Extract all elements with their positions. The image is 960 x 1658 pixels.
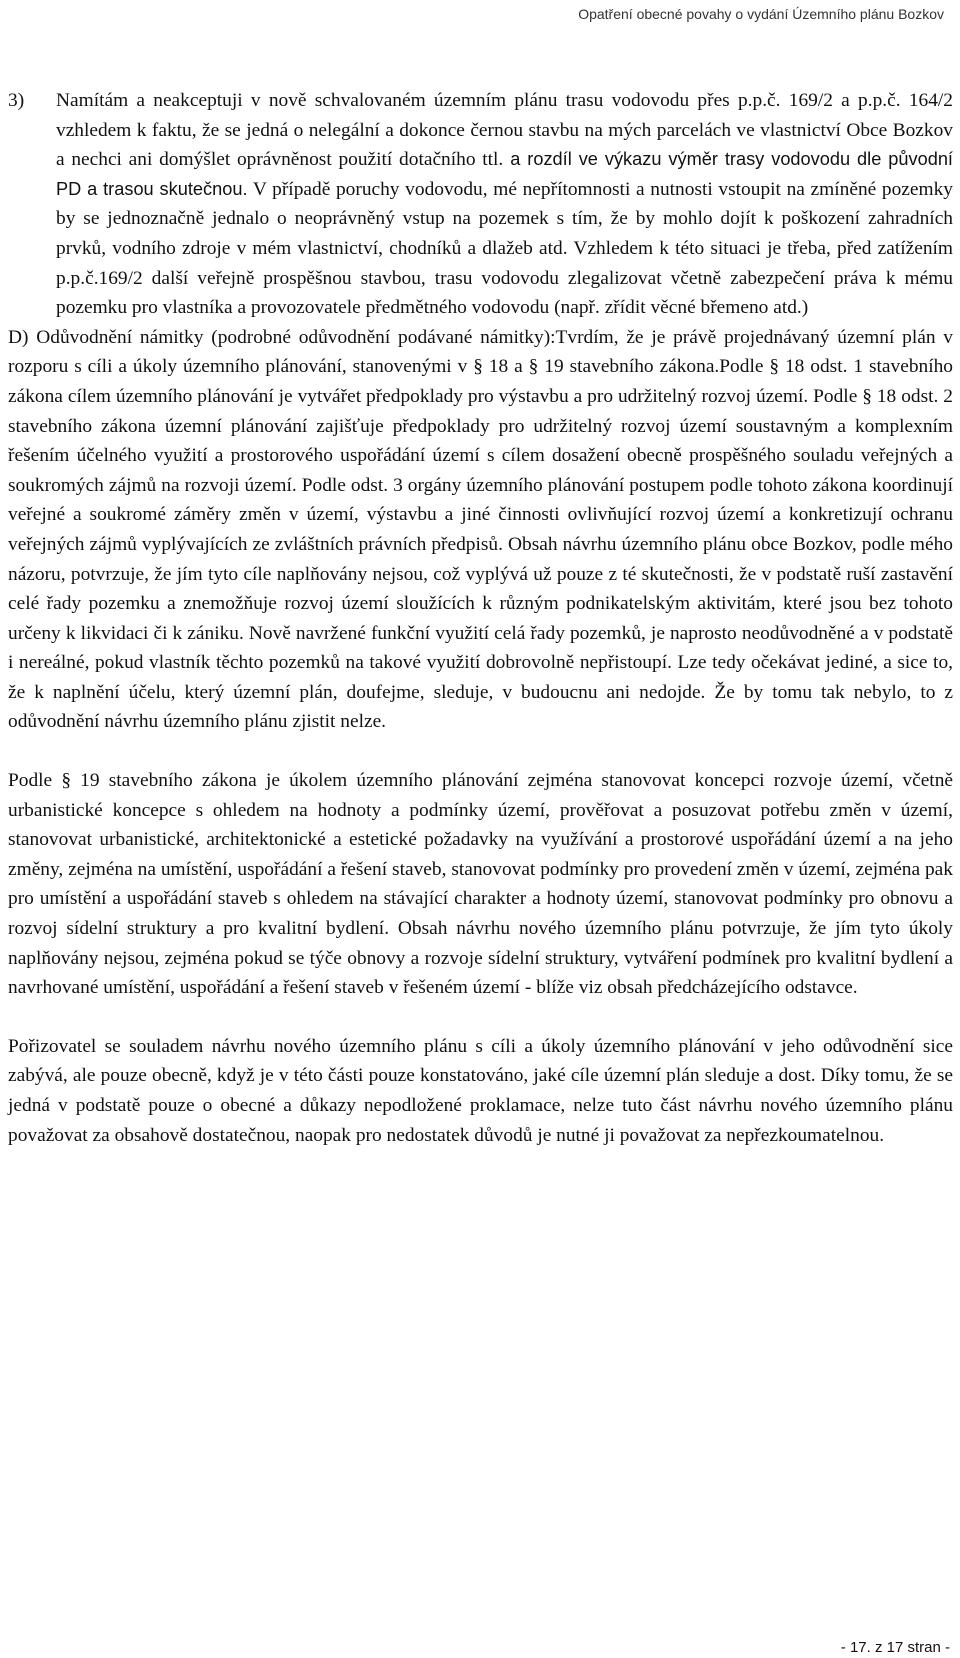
item-text-part-1: Namítám a neakceptuji v nově schvalovaném územním plánu trasu vodovodu přes p.p.č. 169/2 a p.p.č. 164/2 vzhledem k faktu, že se jedná o nelegální a dokonce černou stavbu na mých parcelách ve vlastnictví Obce Bozkov a nechci ani domýšlet oprávněnost použití dotačního ttl. (56, 90, 953, 171)
justification-paragraph: D) Odůvodnění námitky (podrobné odůvodnění podávané námitky):Tvrdím, že je právě projednávaný územní plán v rozporu s cíli a úkoly územního plánování, stanovenými v § 18 a § 19 stavebního zákona.Podle § 18 odst. 1 stavebního zákona cílem územního plánování je vytvářet předpoklady pro výstavbu a pro udržitelný rozvoj území. Podle § 18 odst. 2 stavebního zákona územní plánování zajišťuje předpoklady pro udržitelný rozvoj území soustavným a komplexním řešením účelného využití a prostorového uspořádání území s cílem dosažení obecně prospěšného souladu veřejných a soukromých zájmů na rozvoji území. Podle odst. 3 orgány územního plánování postupem podle tohoto zákona koordinují veřejné a soukromé záměry změn v území, výstavbu a jiné činnosti ovlivňující rozvoj území a konkretizují ochranu veřejných zájmů vyplývajících ze zvláštních právních předpisů. Obsah návrhu územního plánu obce Bozkov, podle mého názoru, potvrzuje, že jím tyto cíle naplňovány nejsou, což vyplývá už pouze z té skutečnosti, že v podstatě ruší zastavění celé řady pozemku a znemožňuje rozvoj území sloužících k různým podnikatelským aktivitám, které jsou bez tohoto určeny k likvidaci či k zániku. Nově navržené funkční využití celá řady pozemků, je naprosto neodůvodněné a v podstatě i nereálné, pokud vlastník těchto pozemků na takové využití dobrovolně nepřistoupí. Lze tedy očekávat jediné, a sice to, že k naplnění účelu, který územní plán, doufejme, sleduje, v budoucnu ani nedojde. Že by tomu tak nebylo, to z odůvodnění návrhu územního plánu zjistit nelze. (8, 326, 953, 733)
paragraph-gap (8, 1003, 953, 1032)
objection-item-3 (8, 86, 953, 323)
item-text-part-3: V případě poruchy vodovodu, mé nepřítomnosti a nutnosti vstoupit na zmíněné pozemky by se jednoznačně jednalo o neoprávněný vstup na pozemek s tím, že by mohlo dojít k poškození zahradních prvků, vodního zdroje v mém vlastnictví, chodníků a dlažeb atd. (56, 178, 953, 259)
page-number: - 17. z 17 stran - (840, 1639, 950, 1656)
item-text-part-2: a rozdíl ve výkazu výměr trasy vodovodu dle původní PD a trasou skutečnou. (56, 149, 953, 199)
section-19-paragraph: Podle § 19 stavebního zákona je úkolem územního plánování zejména stanovovat koncepci rozvoje území, včetně urbanistické koncepce s ohledem na hodnoty a podmínky území, prověřovat a posuzovat potřebu změn v území, stanovovat urbanistické, architektonické a estetické požadavky na využívání a prostorové uspořádání území a na jeho změny, zejména na umístění, uspořádání a řešení staveb, stanovovat podmínky pro provedení změn v území, zejména pak pro umístění a uspořádání staveb s ohledem na stávající charakter a hodnoty území, stanovovat podmínky pro obnovu a rozvoj sídelní struktury a pro kvalitní bydlení. Obsah návrhu nového územního plánu potvrzuje, že jím tyto úkoly naplňovány nejsou, zejména pokud se týče obnovy a rozvoje sídelní struktury, vytváření podmínek pro kvalitní bydlení a navrhované umístění, uspořádání a řešení staveb v řešeném území - blíže viz obsah předcházejícího odstavce. (8, 770, 953, 999)
item-number: 3) (8, 90, 25, 111)
page-header: Opatření obecné povahy o vydání Územního plánu Bozkov (578, 6, 944, 22)
document-body (8, 86, 953, 1150)
conclusion-paragraph: Pořizovatel se souladem návrhu nového územního plánu s cíli a úkoly územního plánování v jeho odůvodnění sice zabývá, ale pouze obecně, když je v této části pouze konstatováno, jaké cíle územní plán sleduje a dost. Díky tomu, že se jedná v podstatě pouze o obecné a důkazy nepodložené proklamace, nelze tuto část návrhu nového územního plánu považovat za obsahově dostatečnou, naopak pro nedostatek důvodů je nutné ji považovat za nepřezkoumatelnou. (8, 1035, 953, 1146)
item-text-part-4: Vzhledem k této situaci je třeba, před zatížením p.p.č.169/2 další veřejně prospěšnou stavbou, trasu vodovodu zlegalizovat včetně zabezpečení práva k mému pozemku pro vlastníka a provozovatele předmětného vodovodu (např. zřídit věcné břemeno atd.) (56, 237, 953, 319)
item-text (56, 86, 953, 323)
paragraph-gap (8, 737, 953, 766)
